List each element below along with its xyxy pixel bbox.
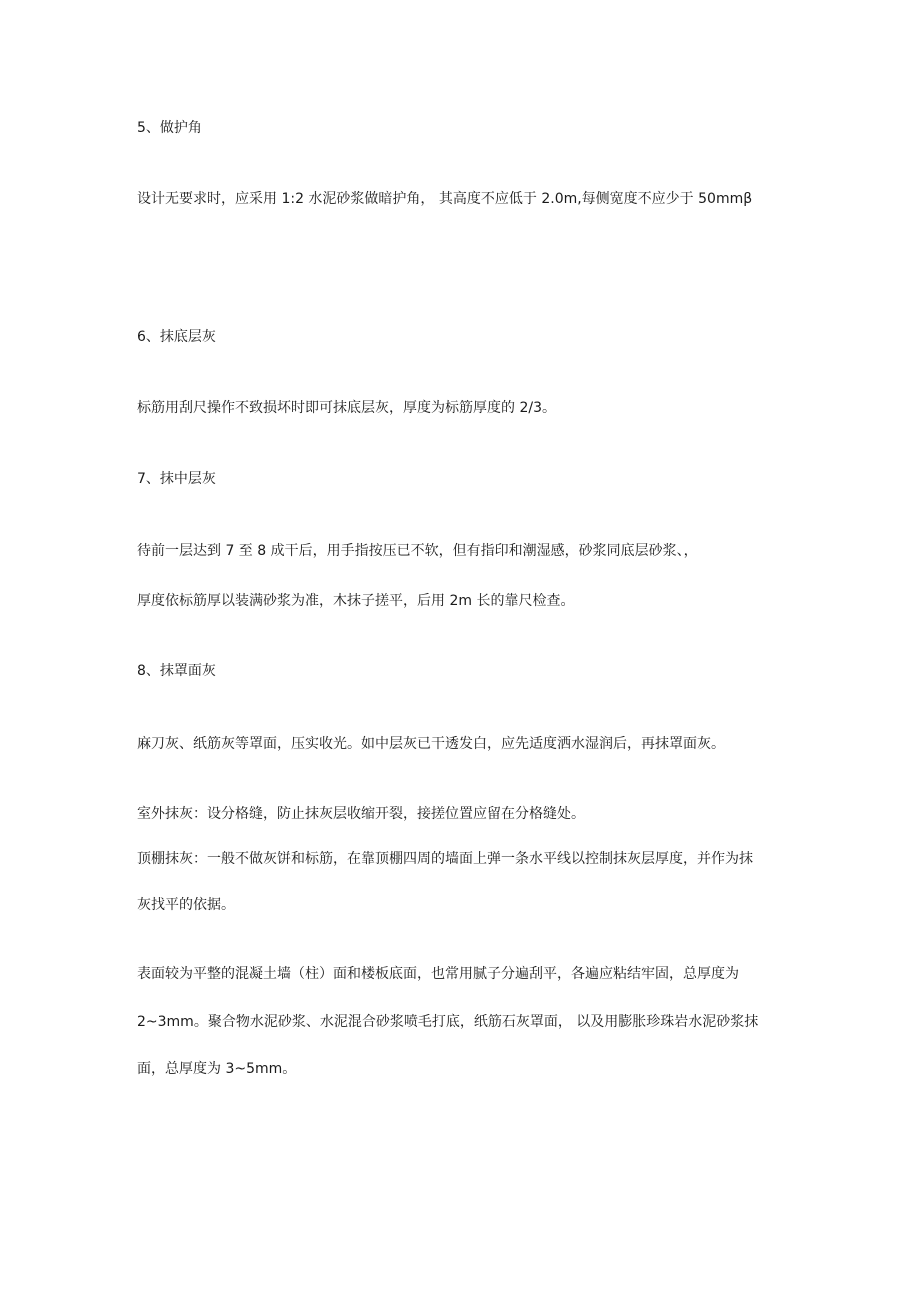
paragraph-8-2: 室外抹灰：设分格缝，防止抹灰层收缩开裂，接搓位置应留在分格缝处。 bbox=[137, 806, 585, 822]
paragraph-6-1: 标筋用刮尺操作不致损坏时即可抹底层灰，厚度为标筋厚度的 2/3。 bbox=[137, 400, 556, 416]
heading-8: 8、抹罩面灰 bbox=[137, 663, 216, 679]
heading-7: 7、抹中层灰 bbox=[137, 471, 216, 487]
paragraph-8-7: 面，总厚度为 3~5mm。 bbox=[137, 1061, 297, 1077]
paragraph-8-6: 2~3mm。聚合物水泥砂浆、水泥混合砂浆喷毛打底，纸筋石灰罩面， 以及用膨胀珍珠岩水泥砂浆抹 bbox=[137, 1014, 759, 1030]
paragraph-5-1: 设计无要求时，应采用 1:2 水泥砂浆做暗护角， 其高度不应低于 2.0m,每侧宽度不应少于 50mmβ bbox=[137, 191, 753, 207]
heading-6: 6、抹底层灰 bbox=[137, 329, 216, 345]
paragraph-8-5: 表面较为平整的混凝土墙（柱）面和楼板底面，也常用腻子分遍刮平，各遍应粘结牢固，总厚度为 bbox=[137, 966, 739, 982]
heading-5: 5、做护角 bbox=[137, 120, 202, 136]
paragraph-8-4: 灰找平的依据。 bbox=[137, 897, 235, 913]
paragraph-7-1: 待前一层达到 7 至 8 成干后，用手指按压已不软，但有指印和潮湿感，砂浆同底层砂浆、， bbox=[137, 543, 698, 559]
paragraph-7-2: 厚度依标筋厚以装满砂浆为准，木抹子搓平，后用 2m 长的靠尺检查。 bbox=[137, 593, 575, 609]
paragraph-8-3: 顶棚抹灰：一般不做灰饼和标筋，在靠顶棚四周的墙面上弹一条水平线以控制抹灰层厚度，并作为抹 bbox=[137, 851, 753, 867]
paragraph-8-1: 麻刀灰、纸筋灰等罩面，压实收光。如中层灰已干透发白，应先适度洒水湿润后，再抹罩面灰。 bbox=[137, 736, 725, 752]
